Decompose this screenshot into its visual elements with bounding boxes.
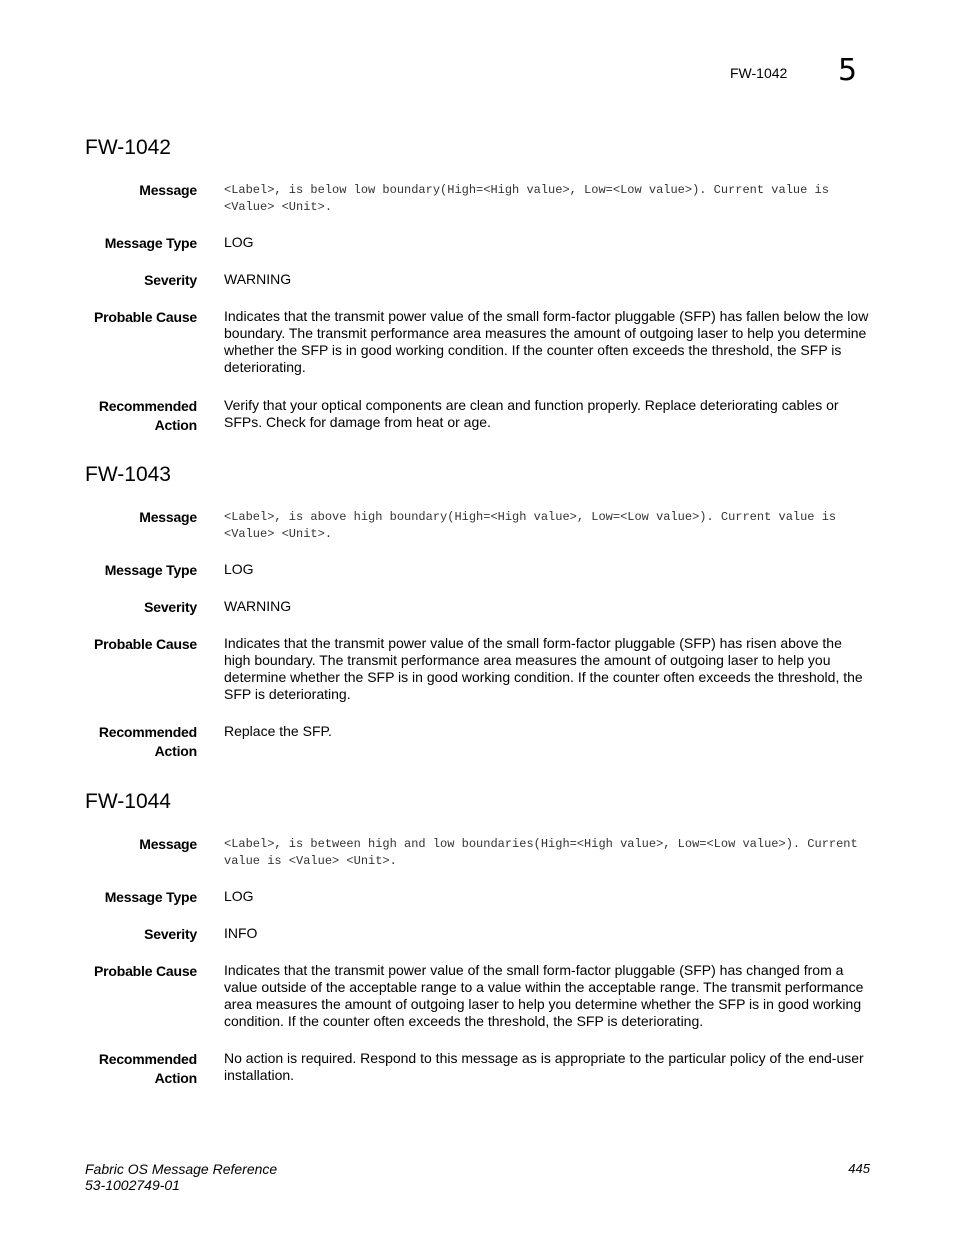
footer-title: Fabric OS Message Reference [85, 1161, 278, 1177]
label-severity: Severity [144, 272, 197, 288]
probable-cause-text: Indicates that the transmit power value of the small form-factor pluggable (SFP) has fallen below the low boundary. The transmit performance area measures the amount of outgoing laser to help you determine whether the SFP is in good working condition. If the counter often exceeds the threshold, the SFP is deteriorating. [224, 308, 869, 375]
running-header-ref: FW-1042 [730, 65, 788, 81]
label-probable-cause: Probable Cause [93, 636, 197, 652]
label-probable-cause: Probable Cause [93, 309, 197, 325]
label-severity: Severity [144, 926, 197, 942]
probable-cause-text: Indicates that the transmit power value of the small form-factor pluggable (SFP) has risen above the high boundary. The transmit performance area measures the amount of outgoing laser to help you determine whether the SFP is in good working condition. If the counter often exceeds the threshold, the SFP is deteriorating. [224, 635, 863, 702]
label-recommended-line2: Action [154, 743, 197, 759]
recommended-action-text: Verify that your optical components are clean and function properly. Replace deteriorating cables or SFPs. Check for damage from heat or age. [224, 397, 839, 430]
probable-cause-text: Indicates that the transmit power value of the small form-factor pluggable (SFP) has changed from a value outside of the acceptable range to a value within the acceptable range. The transmit performance area measures the amount of outgoing laser to help you determine whether the SFP is in good working condition. If the counter often exceeds the threshold, the SFP is deteriorating. [224, 962, 864, 1029]
severity-value: WARNING [224, 598, 292, 614]
severity-value: WARNING [224, 271, 292, 287]
label-message: Message [139, 182, 197, 198]
footer-doc-number: 53-1002749-01 [85, 1177, 180, 1193]
severity-value: INFO [224, 925, 258, 941]
message-text: <Label>, is above high boundary(High=<High value>, Low=<Low value>). Current value is <Value> <Unit>. [224, 510, 837, 541]
label-message-type: Message Type [104, 889, 197, 905]
message-text: <Label>, is below low boundary(High=<High value>, Low=<Low value>). Current value is <Value> <Unit>. [224, 183, 829, 214]
label-recommended-line2: Action [154, 417, 197, 433]
message-text: <Label>, is between high and low boundaries(High=<High value>, Low=<Low value>). Current value is <Value> <Unit>. [224, 837, 858, 868]
message-type-value: LOG [224, 888, 254, 904]
footer-document-info [85, 1161, 277, 1193]
label-recommended-action [99, 723, 197, 761]
message-type-value: LOG [224, 234, 254, 250]
label-recommended-action [99, 1050, 197, 1088]
recommended-action-text: No action is required. Respond to this message as is appropriate to the particular policy of the end-user installation. [224, 1050, 864, 1083]
label-probable-cause: Probable Cause [93, 963, 197, 979]
chapter-number: 5 [838, 53, 858, 88]
entry-title: FW-1042 [85, 136, 171, 159]
label-recommended-line2: Action [154, 1070, 197, 1086]
entry-title: FW-1044 [85, 790, 171, 813]
recommended-action-text: Replace the SFP. [224, 723, 332, 739]
label-recommended-action [99, 397, 197, 435]
message-type-value: LOG [224, 561, 254, 577]
label-message: Message [139, 509, 197, 525]
label-severity: Severity [144, 599, 197, 615]
label-message-type: Message Type [104, 562, 197, 578]
label-recommended-line1: Recommended [98, 724, 197, 740]
label-recommended-line1: Recommended [98, 1051, 197, 1067]
entry-title: FW-1043 [85, 463, 171, 486]
label-message-type: Message Type [104, 235, 197, 251]
page-number: 445 [848, 1161, 870, 1176]
label-recommended-line1: Recommended [98, 398, 197, 414]
label-message: Message [139, 836, 197, 852]
